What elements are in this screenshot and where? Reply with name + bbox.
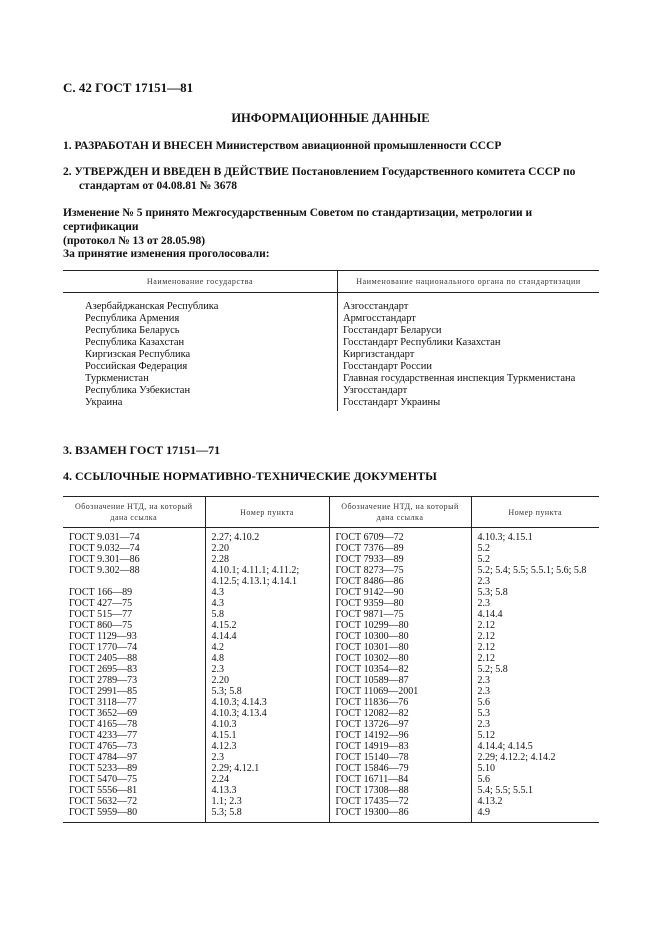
- clause-number-cell: 4.14.4: [205, 631, 329, 642]
- states-row: [63, 385, 599, 397]
- doc-designation-cell: ГОСТ 5632—72: [69, 796, 138, 807]
- item-developed: [63, 139, 599, 153]
- clause-number-cell: 2.12: [471, 631, 599, 642]
- standards-body-cell: Госстандарт Беларуси: [338, 325, 600, 337]
- clause-number-cell: 4.12.5; 4.13.1; 4.14.1: [205, 576, 329, 587]
- clause-number-cell: 5.6: [471, 697, 599, 708]
- states-table: [63, 270, 599, 411]
- clause-number-cell: 4.15.1: [205, 730, 329, 741]
- doc-designation-cell: ГОСТ 5556—81: [69, 785, 138, 796]
- states-table-body: [63, 293, 599, 412]
- doc-designation-cell: ГОСТ 10301—80: [329, 642, 471, 653]
- doc-designation-cell: ГОСТ 515—77: [69, 609, 133, 620]
- clause-number-cell: 5.6: [471, 774, 599, 785]
- docs-header-doc-right: Обозначение НТД, на который дана ссылка: [329, 497, 471, 528]
- voted-label: За принятие изменения проголосовали:: [63, 248, 270, 260]
- doc-designation-cell: ГОСТ 11836—76: [329, 697, 471, 708]
- doc-designation-cell: ГОСТ 4165—78: [69, 719, 138, 730]
- clause-number-cell: 2.3: [205, 664, 329, 675]
- table-row: [63, 686, 599, 697]
- table-row: [63, 642, 599, 653]
- standards-body-cell: Армгосстандарт: [338, 313, 600, 325]
- docs-header-item-right: Номер пункта: [471, 497, 599, 528]
- table-row: [63, 609, 599, 620]
- doc-designation-cell: ГОСТ 7376—89: [329, 543, 471, 554]
- clause-number-cell: 2.12: [471, 642, 599, 653]
- standards-body-cell: Госстандарт Республики Казахстан: [338, 337, 600, 349]
- clause-number-cell: 4.13.3: [205, 785, 329, 796]
- table-row: [63, 587, 599, 598]
- doc-designation-cell: ГОСТ 9.032—74: [69, 543, 140, 554]
- states-header-state: Наименование государства: [63, 271, 338, 293]
- docs-header-doc-left: Обозначение НТД, на который дана ссылка: [63, 497, 205, 528]
- states-row: [63, 373, 599, 385]
- doc-designation-cell: ГОСТ 11069—2001: [329, 686, 471, 697]
- table-row: [63, 719, 599, 730]
- doc-designation-cell: ГОСТ 1129—93: [69, 631, 137, 642]
- states-row: [63, 313, 599, 325]
- table-row: [63, 763, 599, 774]
- clause-number-cell: 1.1; 2.3: [205, 796, 329, 807]
- clause-number-cell: 4.2: [205, 642, 329, 653]
- doc-designation-cell: ГОСТ 6709—72: [329, 528, 471, 544]
- clause-number-cell: 5.12: [471, 730, 599, 741]
- doc-designation-cell: ГОСТ 5959—80: [69, 807, 138, 818]
- clause-number-cell: 2.3: [471, 686, 599, 697]
- clause-number-cell: 5.2: [471, 554, 599, 565]
- states-row: [63, 293, 599, 314]
- doc-designation-cell: ГОСТ 5233—89: [69, 763, 138, 774]
- doc-designation-cell: ГОСТ 5470—75: [69, 774, 138, 785]
- state-name-cell: Азербайджанская Республика: [85, 301, 219, 312]
- doc-designation-cell: ГОСТ 15140—78: [329, 752, 471, 763]
- standards-body-cell: Госстандарт России: [338, 361, 600, 373]
- clause-number-cell: 5.8: [205, 609, 329, 620]
- table-row: [63, 565, 599, 576]
- doc-designation-cell: ГОСТ 4784—97: [69, 752, 138, 763]
- doc-designation-cell: ГОСТ 7933—89: [329, 554, 471, 565]
- doc-designation-cell: ГОСТ 19300—86: [329, 807, 471, 818]
- table-row: [63, 554, 599, 565]
- doc-designation-cell: ГОСТ 10299—80: [329, 620, 471, 631]
- states-row: [63, 325, 599, 337]
- state-name-cell: Российская Федерация: [85, 361, 188, 372]
- clause-number-cell: 4.8: [205, 653, 329, 664]
- clause-number-cell: 4.14.4; 4.14.5: [471, 741, 599, 752]
- table-row: [63, 543, 599, 554]
- item-approved: [63, 165, 599, 193]
- states-header-body: Наименование национального органа по стандартизации: [338, 271, 600, 293]
- doc-designation-cell: ГОСТ 860—75: [69, 620, 133, 631]
- doc-designation-cell: ГОСТ 427—75: [69, 598, 133, 609]
- item-approved-text: Постановлением Государственного комитета СССР по: [291, 166, 576, 178]
- clause-number-cell: 2.3: [205, 752, 329, 763]
- states-row: [63, 361, 599, 373]
- clause-number-cell: 4.12.3: [205, 741, 329, 752]
- table-row: [63, 675, 599, 686]
- clause-number-cell: 4.3: [205, 598, 329, 609]
- change-note-line2: (протокол № 13 от 28.05.98): [63, 235, 206, 247]
- doc-designation-cell: ГОСТ 8486—86: [329, 576, 471, 587]
- standards-body-cell: Госстандарт Украины: [338, 397, 600, 411]
- table-row: [63, 528, 599, 544]
- doc-designation-cell: ГОСТ 9142—90: [329, 587, 471, 598]
- doc-designation-cell: ГОСТ 9871—75: [329, 609, 471, 620]
- state-name-cell: Украина: [85, 397, 123, 408]
- table-row: [63, 708, 599, 719]
- clause-number-cell: 5.4; 5.5; 5.5.1: [471, 785, 599, 796]
- clause-number-cell: 2.20: [205, 543, 329, 554]
- page-title: ИНФОРМАЦИОННЫЕ ДАННЫЕ: [231, 111, 430, 125]
- clause-number-cell: 4.13.2: [471, 796, 599, 807]
- clause-number-cell: 4.9: [471, 807, 599, 818]
- clause-number-cell: 2.24: [205, 774, 329, 785]
- table-row: [63, 774, 599, 785]
- state-name-cell: Республика Узбекистан: [85, 385, 191, 396]
- doc-designation-cell: ГОСТ 3118—77: [69, 697, 137, 708]
- clause-number-cell: 2.27; 4.10.2: [205, 528, 329, 544]
- table-row: [63, 598, 599, 609]
- doc-designation-cell: ГОСТ 9.031—74: [69, 532, 140, 543]
- clause-number-cell: 5.2: [471, 543, 599, 554]
- clause-number-cell: 4.14.4: [471, 609, 599, 620]
- table-row: [63, 807, 599, 818]
- clause-number-cell: 5.2; 5.4; 5.5; 5.5.1; 5.6; 5.8: [471, 565, 599, 576]
- clause-number-cell: 4.10.3: [205, 719, 329, 730]
- doc-designation-cell: ГОСТ 3652—69: [69, 708, 138, 719]
- doc-designation-cell: ГОСТ 4765—73: [69, 741, 138, 752]
- doc-designation-cell: ГОСТ 9.302—88: [69, 565, 140, 576]
- doc-designation-cell: ГОСТ 10589—87: [329, 675, 471, 686]
- standards-body-cell: Азгосстандарт: [338, 293, 600, 314]
- doc-designation-cell: ГОСТ 10300—80: [329, 631, 471, 642]
- item-approved-continuation: стандартам от 04.08.81 № 3678: [79, 180, 238, 192]
- table-row: [63, 785, 599, 796]
- clause-number-cell: 5.10: [471, 763, 599, 774]
- item-approved-lead: УТВЕРЖДЕН И ВВЕДЕН В ДЕЙСТВИЕ: [74, 166, 289, 178]
- page-header: С. 42 ГОСТ 17151—81: [63, 80, 194, 95]
- clause-number-cell: 2.28: [205, 554, 329, 565]
- table-row: [63, 664, 599, 675]
- state-name-cell: Республика Беларусь: [85, 325, 180, 336]
- table-row: [63, 741, 599, 752]
- table-row: [63, 730, 599, 741]
- doc-designation-cell: ГОСТ 1770—74: [69, 642, 138, 653]
- doc-designation-cell: ГОСТ 2789—73: [69, 675, 138, 686]
- table-row: [63, 631, 599, 642]
- standards-body-cell: Главная государственная инспекция Туркменистана: [338, 373, 600, 385]
- doc-designation-cell: ГОСТ 16711—84: [329, 774, 471, 785]
- clause-number-cell: 2.20: [205, 675, 329, 686]
- table-row: [63, 796, 599, 807]
- change-note-line1: Изменение № 5 принято Межгосударственным Советом по стандартизации, метрологии и сертификации: [63, 207, 533, 233]
- item-developed-lead: РАЗРАБОТАН И ВНЕСЕН: [74, 140, 213, 152]
- clause-number-cell: 2.29; 4.12.1: [205, 763, 329, 774]
- clause-number-cell: 2.12: [471, 653, 599, 664]
- doc-designation-cell: ГОСТ 8273—75: [329, 565, 471, 576]
- doc-designation-cell: ГОСТ 14192—96: [329, 730, 471, 741]
- states-row: [63, 337, 599, 349]
- doc-designation-cell: [63, 576, 205, 587]
- item-developed-number: 1.: [63, 140, 72, 152]
- state-name-cell: Республика Армения: [85, 313, 180, 324]
- table-row: [63, 697, 599, 708]
- clause-number-cell: 4.10.3; 4.15.1: [471, 528, 599, 544]
- doc-designation-cell: ГОСТ 9.301—86: [69, 554, 140, 565]
- state-name-cell: Киргизская Республика: [85, 349, 191, 360]
- references-table-body: [63, 528, 599, 823]
- clause-number-cell: 2.29; 4.12.2; 4.14.2: [471, 752, 599, 763]
- doc-designation-cell: ГОСТ 166—89: [69, 587, 133, 598]
- standards-body-cell: Узгосстандарт: [338, 385, 600, 397]
- clause-number-cell: 4.15.2: [205, 620, 329, 631]
- item-developed-text: Министерством авиационной промышленности СССР: [215, 140, 502, 152]
- change-note: [63, 206, 599, 248]
- doc-designation-cell: ГОСТ 17308—88: [329, 785, 471, 796]
- clause-number-cell: 5.2; 5.8: [471, 664, 599, 675]
- table-row: [63, 576, 599, 587]
- standards-body-cell: Киргизстандарт: [338, 349, 600, 361]
- state-name-cell: Туркменистан: [85, 373, 149, 384]
- clause-number-cell: 4.10.3; 4.14.3: [205, 697, 329, 708]
- table-row: [63, 620, 599, 631]
- section-references: 4. ССЫЛОЧНЫЕ НОРМАТИВНО-ТЕХНИЧЕСКИЕ ДОКУМЕНТЫ: [63, 469, 437, 483]
- item-approved-number: 2.: [63, 166, 72, 178]
- doc-designation-cell: ГОСТ 4233—77: [69, 730, 138, 741]
- clause-number-cell: 2.3: [471, 675, 599, 686]
- references-table: [63, 496, 599, 823]
- doc-designation-cell: ГОСТ 17435—72: [329, 796, 471, 807]
- clause-number-cell: 5.3: [471, 708, 599, 719]
- clause-number-cell: 2.3: [471, 719, 599, 730]
- table-bottom-rule: [63, 818, 599, 823]
- clause-number-cell: 4.10.3; 4.13.4: [205, 708, 329, 719]
- state-name-cell: Республика Казахстан: [85, 337, 185, 348]
- doc-designation-cell: ГОСТ 10354—82: [329, 664, 471, 675]
- doc-designation-cell: ГОСТ 12082—82: [329, 708, 471, 719]
- clause-number-cell: 5.3; 5.8: [471, 587, 599, 598]
- clause-number-cell: 4.3: [205, 587, 329, 598]
- doc-designation-cell: ГОСТ 2405—88: [69, 653, 138, 664]
- doc-designation-cell: ГОСТ 14919—83: [329, 741, 471, 752]
- clause-number-cell: 5.3; 5.8: [205, 807, 329, 818]
- doc-designation-cell: ГОСТ 13726—97: [329, 719, 471, 730]
- states-row: [63, 397, 599, 411]
- clause-number-cell: 2.12: [471, 620, 599, 631]
- states-row: [63, 349, 599, 361]
- clause-number-cell: 2.3: [471, 598, 599, 609]
- section-replaces: 3. ВЗАМЕН ГОСТ 17151—71: [63, 443, 221, 457]
- doc-designation-cell: ГОСТ 15846—79: [329, 763, 471, 774]
- doc-designation-cell: ГОСТ 9359—80: [329, 598, 471, 609]
- table-row: [63, 752, 599, 763]
- docs-header-item-left: Номер пункта: [205, 497, 329, 528]
- doc-designation-cell: ГОСТ 2991—85: [69, 686, 138, 697]
- doc-designation-cell: ГОСТ 10302—80: [329, 653, 471, 664]
- table-row: [63, 653, 599, 664]
- clause-number-cell: 5.3; 5.8: [205, 686, 329, 697]
- clause-number-cell: 2.3: [471, 576, 599, 587]
- clause-number-cell: 4.10.1; 4.11.1; 4.11.2;: [205, 565, 329, 576]
- doc-designation-cell: ГОСТ 2695—83: [69, 664, 138, 675]
